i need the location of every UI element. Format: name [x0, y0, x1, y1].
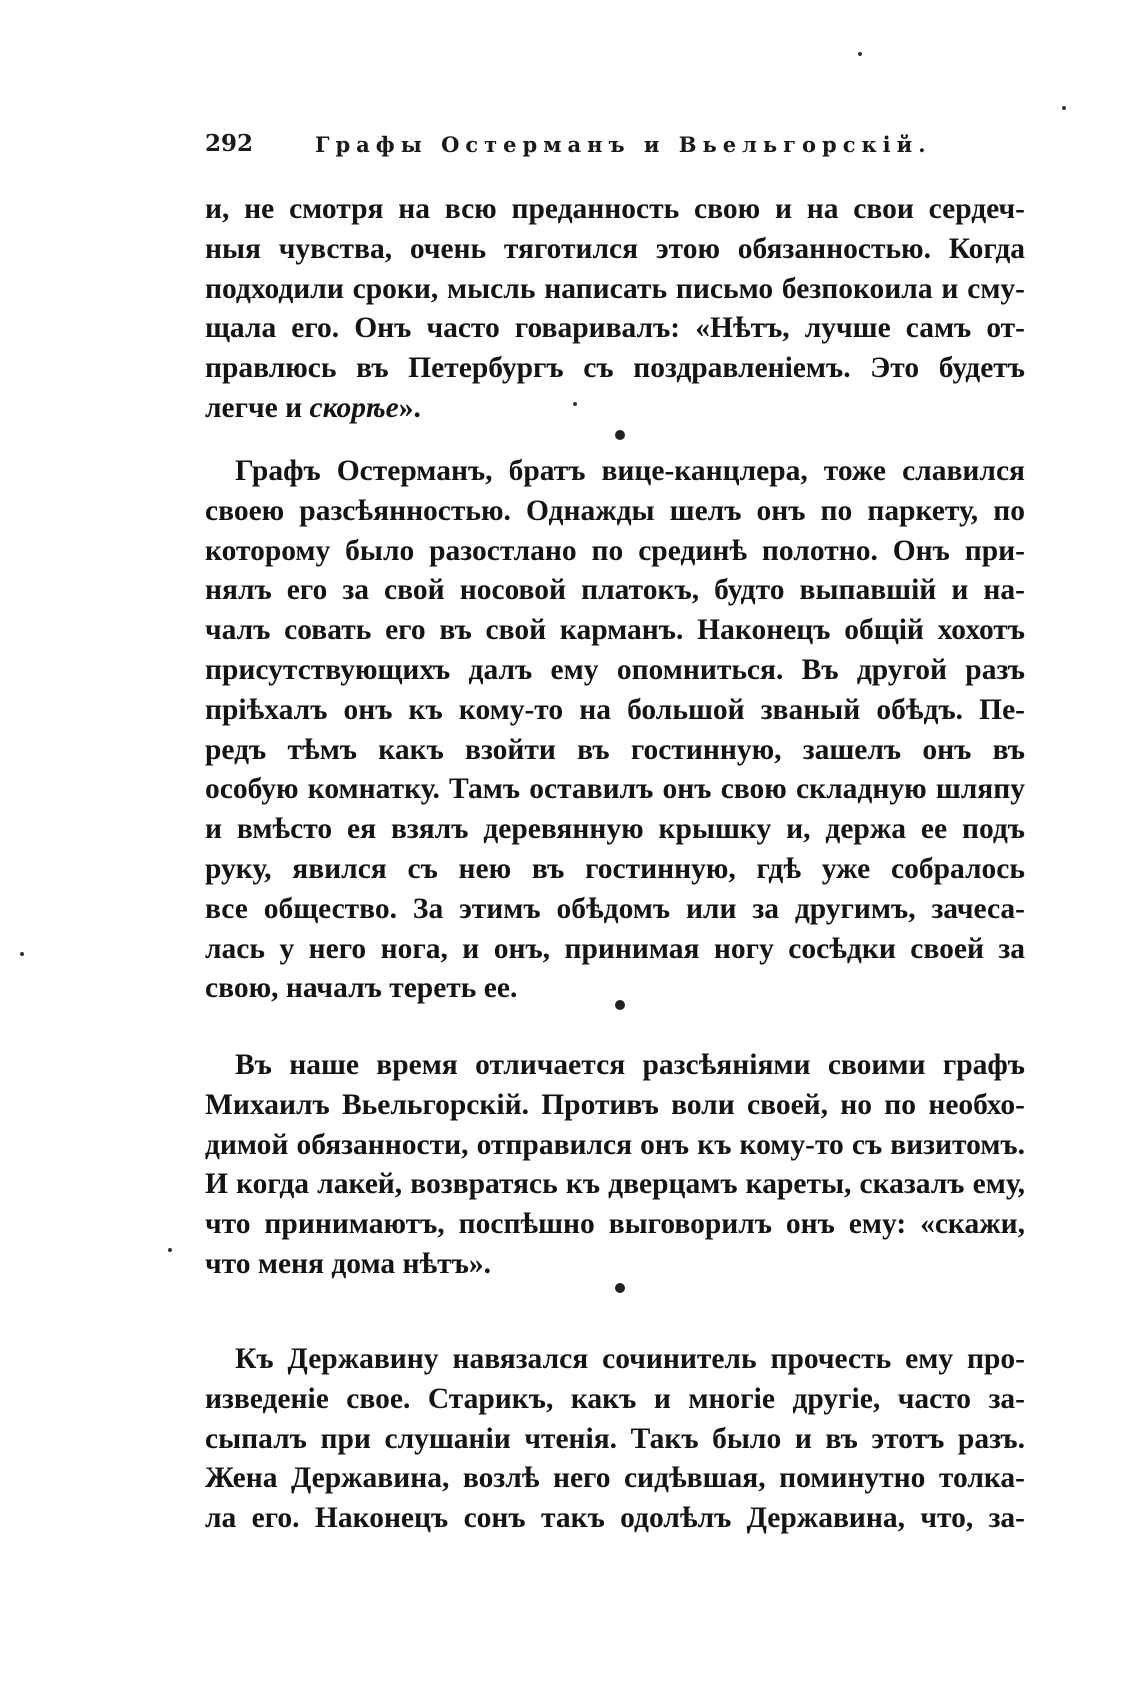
paragraph-line: Къ Державину навязался сочинитель прочесть ему про- [235, 1343, 1025, 1375]
paragraph-line: нялъ его за свой носовой платокъ, будто выпавшій и на- [205, 574, 1025, 607]
last-line-end: ». [398, 391, 421, 424]
paragraph-line: которому было разостлано по срединѣ полотно. Онъ при- [205, 534, 1025, 567]
paragraph-line: пріѣхалъ онъ къ кому-то на большой званый обѣдъ. Пе- [205, 693, 1025, 726]
paragraph-line: ныя чувства, очень тяготился этою обязанностью. Когда [205, 232, 1025, 265]
section-separator [615, 1283, 625, 1293]
running-title: Графы Остерманъ и Вьельгорскій. [315, 132, 932, 157]
paragraph-last-line [205, 389, 1025, 429]
paragraph-line: присутствующихъ далъ ему опомниться. Въ другой разъ [205, 653, 1025, 686]
last-line-plain: легче и [205, 391, 310, 424]
scan-speck [168, 1248, 172, 1252]
paragraph-line: правлюсь въ Петербургъ съ поздравленіемъ. Это будетъ [205, 352, 1025, 385]
paragraph-line: изведеніе свое. Старикъ, какъ и многіе другіе, часто за- [205, 1382, 1025, 1415]
paragraph-line: и, не смотря на всю преданность свою и на свои сердеч- [205, 193, 1025, 225]
paragraph-1 [205, 190, 1025, 429]
paragraph-line: Въ наше время отличается разсѣяніями своими графъ [235, 1049, 1025, 1081]
paragraph-line: руку, явился съ нею въ гостинную, гдѣ уже собралось [205, 852, 1025, 885]
paragraph-line: подходили сроки, мысль написать письмо безпокоила и сму- [205, 272, 1025, 305]
paragraph-line: своею разсѣянностью. Однажды шелъ онъ по паркету, по [205, 494, 1025, 527]
paragraph-3 [205, 1046, 1025, 1285]
scan-speck [20, 952, 24, 956]
paragraph-line: димой обязанности, отправился онъ къ кому-то съ визитомъ. [205, 1128, 1025, 1161]
page-number: 292 [205, 130, 254, 157]
paragraph-line: щала его. Онъ часто говаривалъ: «Нѣтъ, лучше самъ от- [205, 312, 1025, 345]
paragraph-line: и вмѣсто ея взялъ деревянную крышку и, держа ее подъ [205, 813, 1025, 846]
paragraph-line: особую комнатку. Тамъ оставилъ онъ свою складную шляпу [205, 773, 1025, 806]
paragraph-line: Михаилъ Вьельгорскій. Противъ воли своей, но по необхо- [205, 1088, 1025, 1121]
paragraph-line: лась у него нога, и онъ, принимая ногу сосѣдки своей за [205, 932, 1025, 965]
paragraph-2 [205, 452, 1025, 1009]
paragraph-line: ла его. Наконецъ сонъ такъ одолѣлъ Державина, что, за- [205, 1502, 1025, 1535]
paragraph-line: Жена Державина, возлѣ него сидѣвшая, поминутно толка- [205, 1462, 1025, 1495]
paragraph-line: все общество. За этимъ обѣдомъ или за другимъ, зачеса- [205, 892, 1025, 925]
paragraph-line: что меня дома нѣтъ». [205, 1247, 492, 1280]
scan-speck [1062, 106, 1066, 110]
paragraph-line: Графъ Остерманъ, братъ вице-канцлера, тоже славился [235, 455, 1025, 487]
paragraph-line: что принимаютъ, поспѣшно выговорилъ онъ ему: «скажи, [205, 1208, 1025, 1241]
scan-speck [858, 52, 862, 56]
paragraph-4 [205, 1340, 1025, 1539]
last-line-italic: скорѣе [309, 391, 399, 424]
page-header [205, 128, 1025, 168]
section-separator [615, 1000, 625, 1010]
scan-speck [573, 402, 577, 406]
paragraph-line: редъ тѣмъ какъ взойти въ гостинную, зашелъ онъ въ [205, 733, 1025, 766]
paragraph-line: чалъ совать его въ свой карманъ. Наконецъ общій хохотъ [205, 614, 1025, 647]
paragraph-line: свою, началъ тереть ее. [205, 972, 518, 1005]
section-separator [615, 430, 625, 440]
paragraph-line: И когда лакей, возвратясь къ дверцамъ кареты, сказалъ ему, [205, 1168, 1025, 1201]
paragraph-line: сыпалъ при слушаніи чтенія. Такъ было и въ этотъ разъ. [205, 1422, 1025, 1455]
